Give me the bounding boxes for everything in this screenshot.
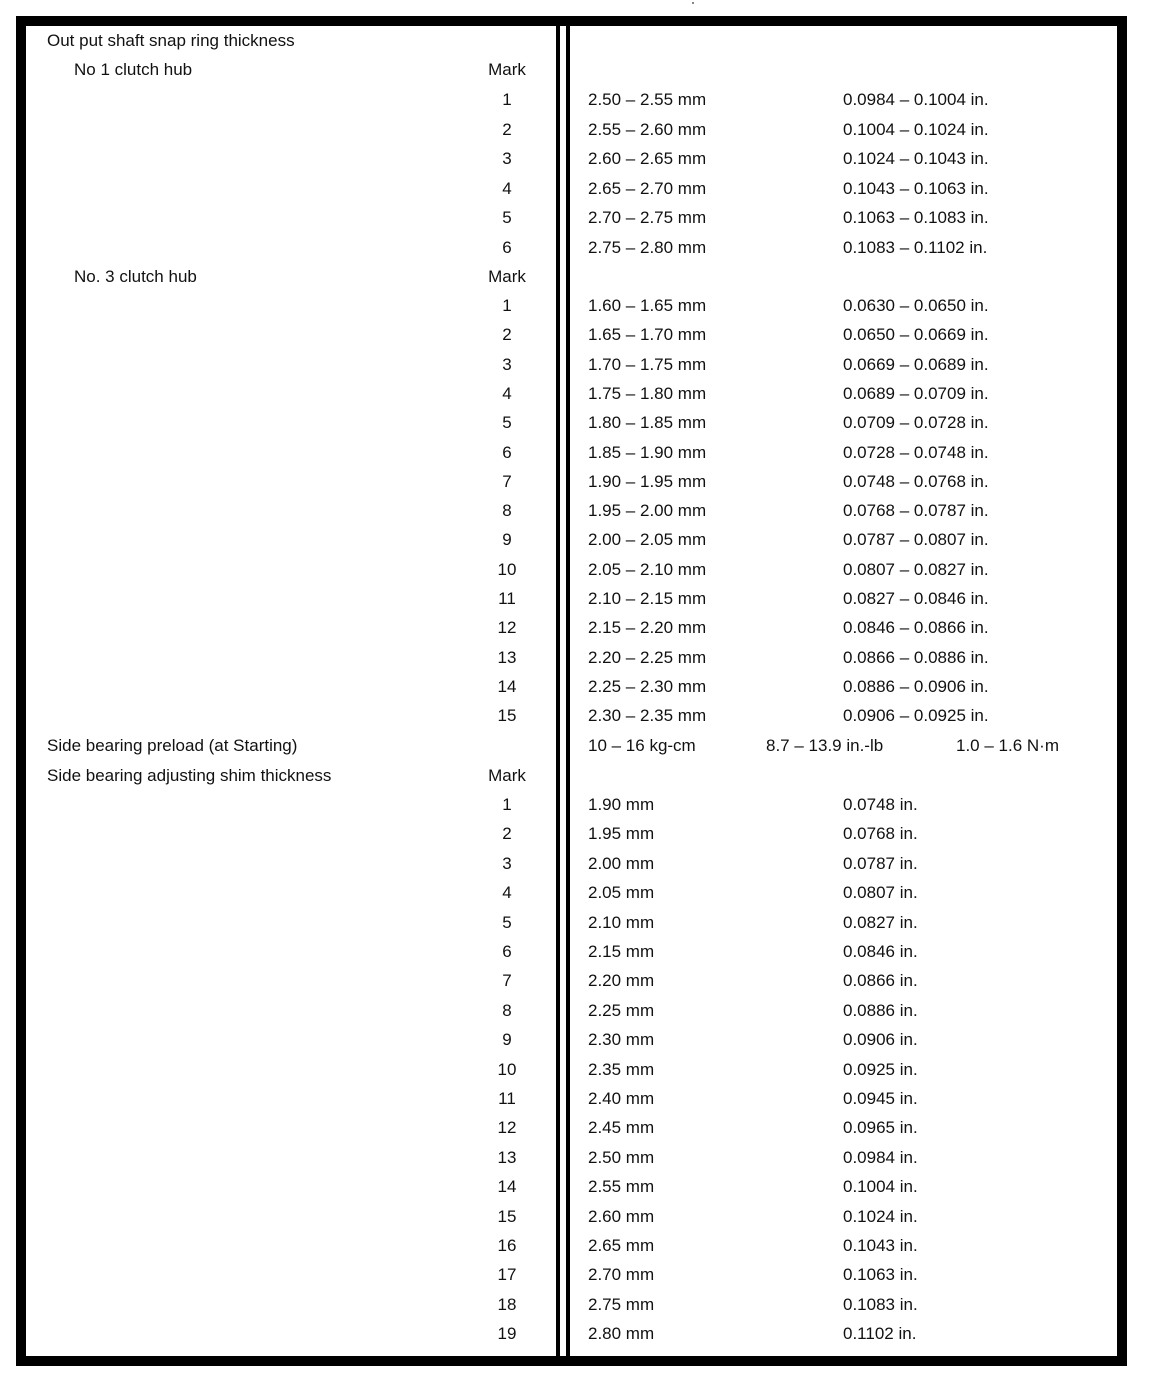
mark-cell: 14: [497, 676, 517, 696]
mark-cell: 5: [502, 413, 512, 433]
mm-cell: 2.05 – 2.10 mm: [588, 559, 707, 579]
table-row: [0, 1025, 1152, 1054]
subsection-header-row: [0, 262, 1152, 291]
inch-cell: 0.0630 – 0.0650 in.: [843, 296, 989, 315]
table-row: [0, 115, 1152, 144]
inch-cell: 0.0965 in.: [843, 1118, 918, 1138]
mm-cell: 1.90 mm: [588, 795, 655, 814]
mm-cell: 1.70 – 1.75 mm: [588, 354, 707, 374]
inch-cell: 0.0906 in.: [843, 1030, 918, 1050]
inch-cell: 0.1024 – 0.1043 in.: [843, 149, 989, 168]
mm-cell: 2.00 mm: [588, 853, 655, 873]
table-row: [0, 1260, 1152, 1289]
table-row: [0, 1202, 1152, 1231]
table-row: [0, 819, 1152, 848]
table-row: [0, 701, 1152, 730]
inch-cell: 0.0886 in.: [843, 1000, 918, 1020]
mark-cell: 10: [497, 559, 517, 579]
inch-cell: 0.1063 – 0.1083 in.: [843, 208, 989, 227]
table-row: [0, 379, 1152, 408]
table-row: [0, 291, 1152, 320]
table-row: [0, 937, 1152, 966]
inch-cell: 0.0807 in.: [843, 883, 918, 903]
mm-cell: 2.80 mm: [588, 1324, 655, 1344]
inch-cell: 0.0984 in.: [843, 1147, 918, 1167]
table-row: [0, 790, 1152, 819]
mark-cell: 15: [497, 706, 517, 726]
table-row: [0, 320, 1152, 349]
preload-label: Side bearing preload (at Starting): [47, 736, 298, 755]
inch-cell: 0.0728 – 0.0748 in.: [843, 442, 989, 462]
table-row: [0, 1172, 1152, 1201]
inch-cell: 0.0827 – 0.0846 in.: [843, 589, 989, 608]
inch-cell: 0.0748 – 0.0768 in.: [843, 471, 989, 491]
mark-cell: 2: [502, 325, 512, 345]
inch-cell: 0.1083 in.: [843, 1294, 918, 1314]
preload-kgcm: 10 – 16 kg-cm: [588, 736, 696, 755]
table-row: [0, 350, 1152, 379]
mark-cell: 3: [502, 149, 512, 168]
inch-cell: 0.0669 – 0.0689 in.: [843, 354, 989, 374]
table-row: [0, 1055, 1152, 1084]
mm-cell: 2.20 – 2.25 mm: [588, 647, 707, 667]
mark-cell: 6: [502, 442, 512, 462]
mark-cell: 4: [502, 883, 512, 903]
mark-cell: 13: [497, 1147, 517, 1167]
mm-cell: 2.75 mm: [588, 1294, 655, 1314]
mm-cell: 2.20 mm: [588, 971, 655, 991]
table-row: [0, 1113, 1152, 1142]
table-row: [0, 908, 1152, 937]
mark-cell: 1: [502, 296, 512, 315]
mark-cell: 12: [497, 1118, 517, 1138]
mark-cell: 3: [502, 354, 512, 374]
mm-cell: 2.70 – 2.75 mm: [588, 208, 707, 227]
mm-cell: 2.50 mm: [588, 1147, 655, 1167]
inch-cell: 0.1004 – 0.1024 in.: [843, 119, 989, 139]
table-row: [0, 496, 1152, 525]
mm-cell: 2.70 mm: [588, 1265, 655, 1285]
inch-cell: 0.0748 in.: [843, 795, 918, 814]
mark-cell: 7: [502, 971, 512, 991]
inch-cell: 0.1043 in.: [843, 1236, 918, 1255]
inch-cell: 0.0689 – 0.0709 in.: [843, 383, 989, 403]
inch-cell: 0.0787 – 0.0807 in.: [843, 530, 989, 550]
shim-label: Side bearing adjusting shim thickness: [47, 766, 332, 785]
section-title-row: [0, 26, 1152, 55]
table-row: [0, 878, 1152, 907]
table-row: [0, 672, 1152, 701]
table-row: [0, 584, 1152, 613]
mm-cell: 2.40 mm: [588, 1089, 655, 1108]
inch-cell: 0.1063 in.: [843, 1265, 918, 1285]
inch-cell: 0.0866 in.: [843, 971, 918, 991]
mark-cell: 5: [502, 208, 512, 227]
inch-cell: 0.0925 in.: [843, 1059, 918, 1079]
mark-cell: 13: [497, 647, 517, 667]
mm-cell: 2.35 mm: [588, 1059, 655, 1079]
table-row: [0, 1231, 1152, 1260]
mm-cell: 2.05 mm: [588, 883, 655, 903]
mark-cell: 11: [498, 589, 516, 608]
mm-cell: 1.85 – 1.90 mm: [588, 442, 707, 462]
table-row: [0, 203, 1152, 232]
mm-cell: 2.10 mm: [588, 912, 655, 932]
inch-cell: 0.1043 – 0.1063 in.: [843, 178, 989, 198]
mm-cell: 1.65 – 1.70 mm: [588, 325, 707, 345]
table-row: [0, 408, 1152, 437]
mark-cell: 8: [502, 501, 512, 521]
mark-cell: 18: [497, 1294, 517, 1314]
table-row: [0, 85, 1152, 114]
mark-cell: 2: [502, 824, 512, 844]
scan-speck: [692, 2, 694, 4]
table-row: [0, 1084, 1152, 1113]
mm-cell: 1.95 – 2.00 mm: [588, 501, 707, 521]
mark-cell: 10: [497, 1059, 517, 1079]
mm-cell: 2.15 mm: [588, 942, 655, 961]
mm-cell: 2.30 mm: [588, 1030, 655, 1050]
mark-cell: 4: [502, 383, 512, 403]
table-row: [0, 1143, 1152, 1172]
subsection-header-row: [0, 55, 1152, 84]
inch-cell: 0.0984 – 0.1004 in.: [843, 90, 989, 109]
table-row: [0, 144, 1152, 173]
table-row: [0, 613, 1152, 642]
inch-cell: 0.1004 in.: [843, 1177, 918, 1197]
mm-cell: 1.80 – 1.85 mm: [588, 413, 707, 433]
inch-cell: 0.0807 – 0.0827 in.: [843, 559, 989, 579]
mm-cell: 2.30 – 2.35 mm: [588, 706, 707, 726]
table-row: [0, 966, 1152, 995]
mm-cell: 2.25 mm: [588, 1000, 655, 1020]
mark-cell: 5: [502, 912, 512, 932]
mark-cell: 15: [497, 1206, 517, 1226]
mark-cell: 2: [502, 119, 512, 139]
table-row: [0, 233, 1152, 262]
table-row: [0, 1290, 1152, 1319]
table-row: [0, 525, 1152, 554]
inch-cell: 0.0650 – 0.0669 in.: [843, 325, 989, 345]
mark-cell: 7: [502, 471, 512, 491]
inch-cell: 0.0846 in.: [843, 942, 918, 961]
inch-cell: 0.0886 – 0.0906 in.: [843, 676, 989, 696]
table-row: [0, 643, 1152, 672]
mark-cell: 16: [497, 1236, 517, 1255]
mark-cell: 8: [502, 1000, 512, 1020]
mm-cell: 2.15 – 2.20 mm: [588, 618, 707, 638]
inch-cell: 0.0846 – 0.0866 in.: [843, 618, 989, 638]
mm-cell: 1.90 – 1.95 mm: [588, 471, 707, 491]
inch-cell: 0.0906 – 0.0925 in.: [843, 706, 989, 726]
mark-cell: 3: [502, 853, 512, 873]
mm-cell: 2.75 – 2.80 mm: [588, 237, 707, 257]
preload-inlb: 8.7 – 13.9 in.-lb: [766, 736, 884, 755]
preload-row: [0, 731, 1152, 760]
mark-cell: 14: [497, 1177, 517, 1197]
mm-cell: 2.65 – 2.70 mm: [588, 178, 707, 198]
mm-cell: 2.45 mm: [588, 1118, 655, 1138]
mm-cell: 1.75 – 1.80 mm: [588, 383, 707, 403]
mark-cell: 12: [497, 618, 517, 638]
mm-cell: 2.55 – 2.60 mm: [588, 119, 707, 139]
preload-nm: 1.0 – 1.6 N·m: [956, 736, 1059, 755]
mm-cell: 2.60 – 2.65 mm: [588, 149, 707, 168]
inch-cell: 0.1083 – 0.1102 in.: [843, 237, 988, 257]
mark-header: Mark: [488, 267, 526, 286]
inch-cell: 0.0945 in.: [843, 1089, 918, 1108]
table-row: [0, 467, 1152, 496]
inch-cell: 0.0866 – 0.0886 in.: [843, 647, 989, 667]
table-row: [0, 438, 1152, 467]
mark-cell: 17: [497, 1265, 517, 1285]
mark-header: Mark: [488, 766, 526, 785]
section-title: Out put shaft snap ring thickness: [47, 31, 295, 50]
mark-header: Mark: [488, 60, 526, 79]
mm-cell: 2.65 mm: [588, 1236, 655, 1255]
mark-cell: 9: [502, 530, 512, 550]
inch-cell: 0.1024 in.: [843, 1206, 918, 1226]
mark-cell: 19: [497, 1324, 517, 1344]
mark-cell: 1: [502, 90, 512, 109]
mm-cell: 2.10 – 2.15 mm: [588, 589, 707, 608]
mm-cell: 2.25 – 2.30 mm: [588, 676, 707, 696]
subsection-header-row: [0, 761, 1152, 790]
mark-cell: 6: [502, 942, 512, 961]
subsection-label: No. 3 clutch hub: [74, 267, 197, 286]
inch-cell: 0.0827 in.: [843, 912, 918, 932]
subsection-label: No 1 clutch hub: [74, 60, 193, 79]
mark-cell: 9: [502, 1030, 512, 1050]
inch-cell: 0.0768 – 0.0787 in.: [843, 501, 989, 521]
table-row: [0, 996, 1152, 1025]
mm-cell: 2.50 – 2.55 mm: [588, 90, 707, 109]
mark-cell: 6: [502, 237, 512, 257]
inch-cell: 0.1102 in.: [843, 1324, 917, 1344]
inch-cell: 0.0787 in.: [843, 853, 918, 873]
mm-cell: 1.60 – 1.65 mm: [588, 296, 707, 315]
mm-cell: 2.60 mm: [588, 1206, 655, 1226]
table-row: [0, 555, 1152, 584]
inch-cell: 0.0709 – 0.0728 in.: [843, 413, 989, 433]
mark-cell: 11: [498, 1089, 516, 1108]
table-row: [0, 174, 1152, 203]
mm-cell: 2.55 mm: [588, 1177, 655, 1197]
inch-cell: 0.0768 in.: [843, 824, 918, 844]
mark-cell: 4: [502, 178, 512, 198]
mark-cell: 1: [502, 795, 512, 814]
table-row: [0, 849, 1152, 878]
table-row: [0, 1319, 1152, 1348]
mm-cell: 1.95 mm: [588, 824, 655, 844]
mm-cell: 2.00 – 2.05 mm: [588, 530, 707, 550]
